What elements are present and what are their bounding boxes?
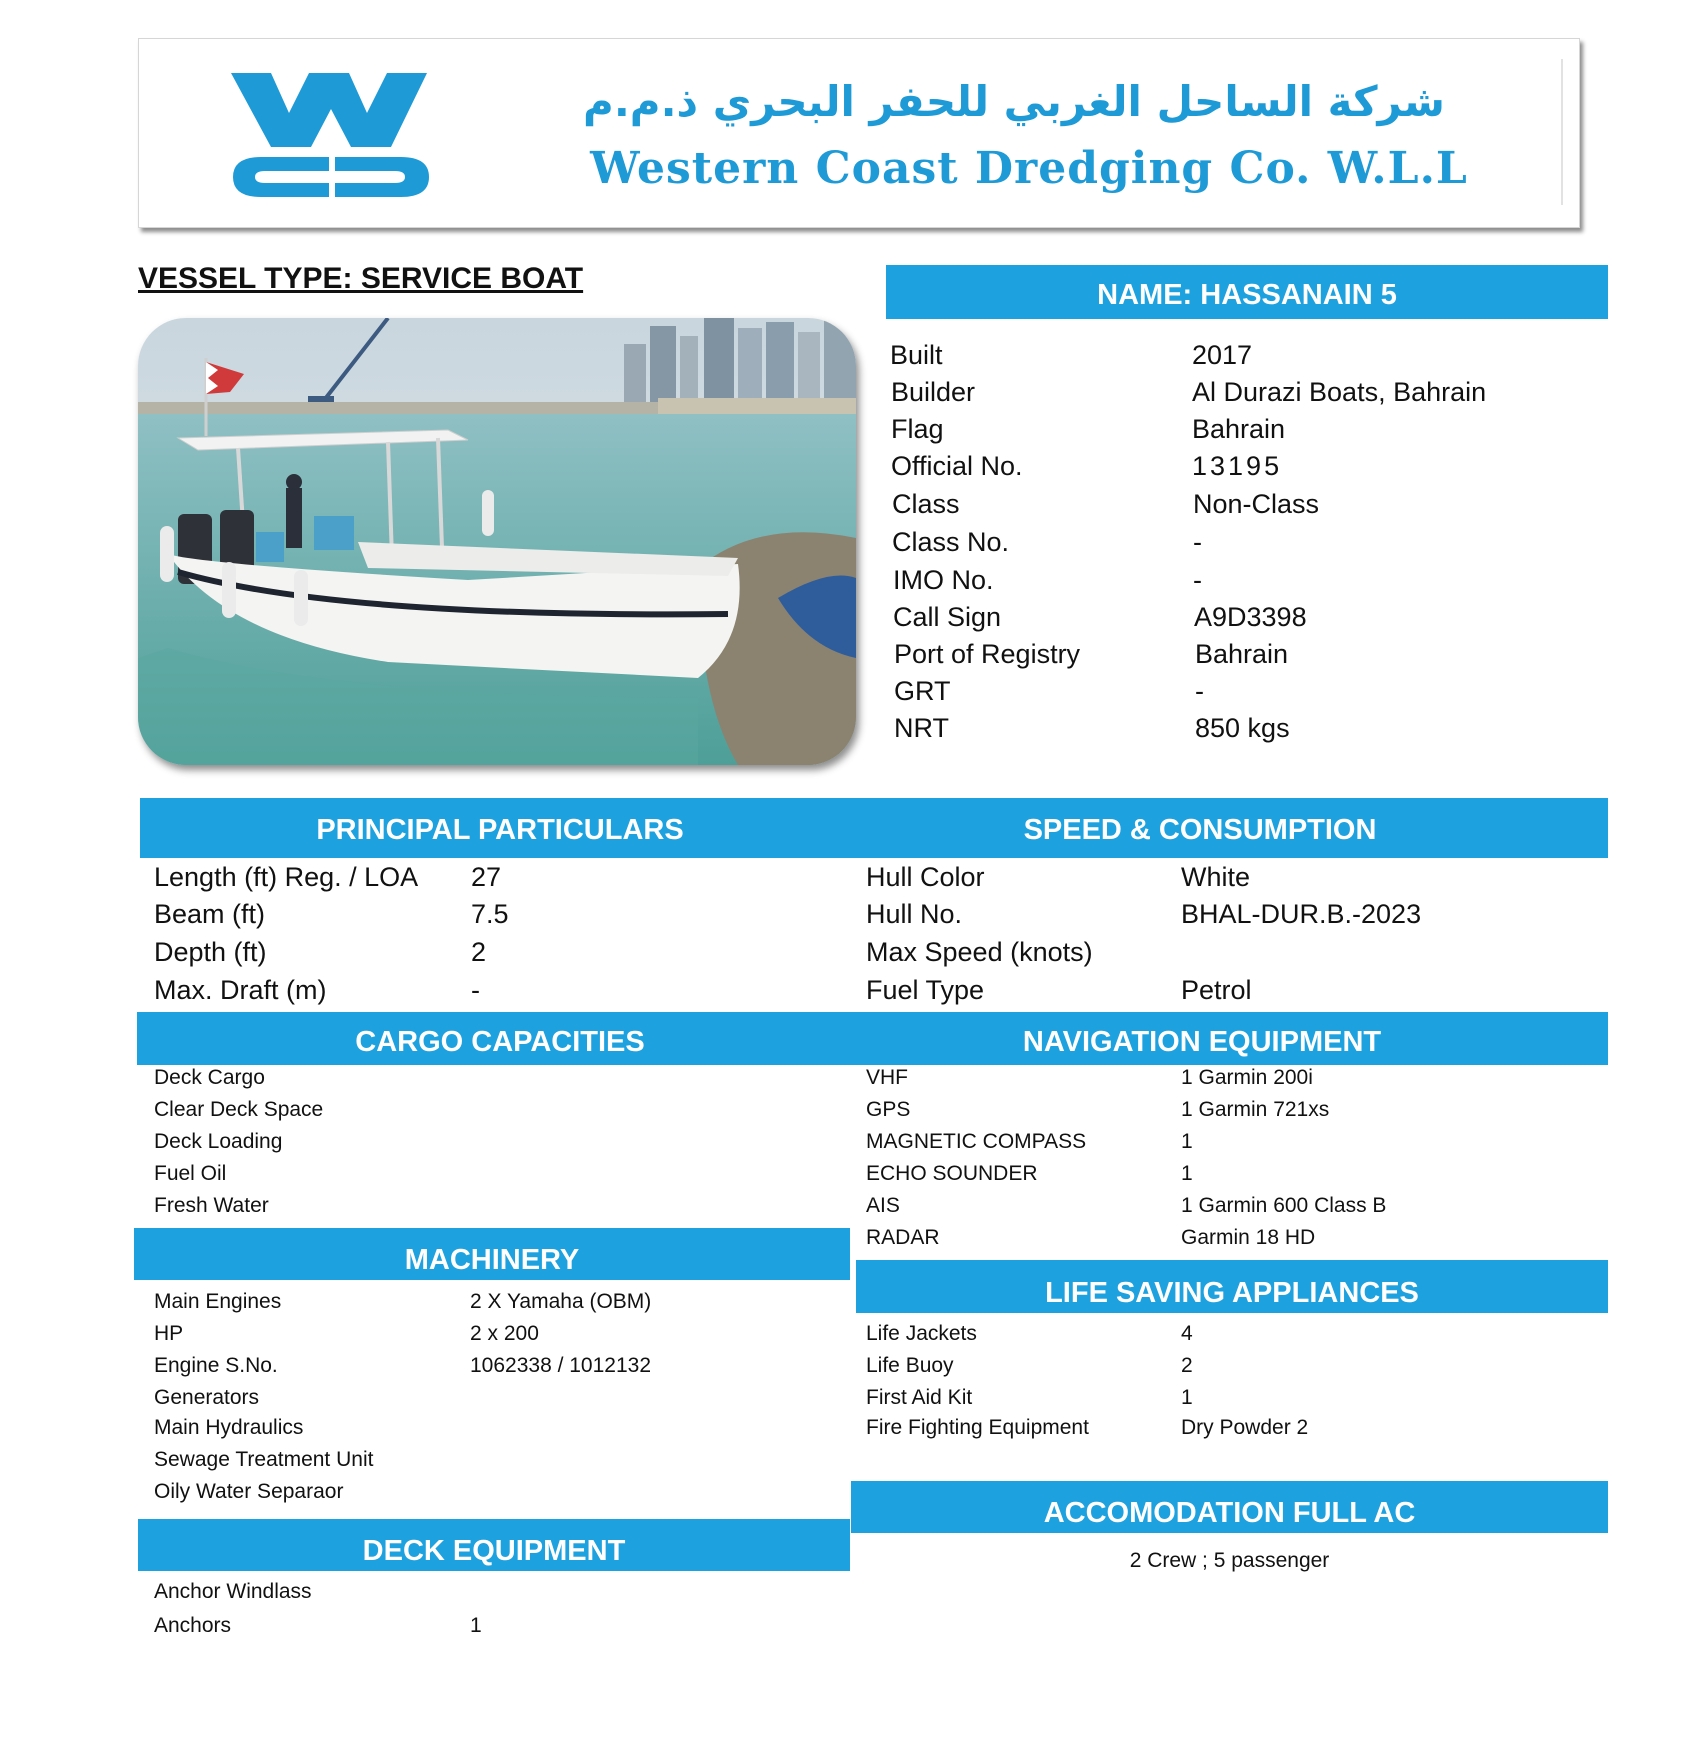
- accommodation-text: 2 Crew ; 5 passenger: [1129, 1549, 1330, 1572]
- nav-value-vhf: 1 Garmin 200i: [1181, 1066, 1313, 1089]
- nav-value-ais: 1 Garmin 600 Class B: [1181, 1194, 1387, 1217]
- lsa-value-life-buoy: 2: [1181, 1354, 1193, 1377]
- info-value-class: Non-Class: [1193, 489, 1320, 519]
- lsa-label-first-aid-kit: First Aid Kit: [866, 1386, 973, 1409]
- vessel-type-heading: VESSEL TYPE: SERVICE BOAT: [138, 262, 584, 295]
- nav-label-echo-sounder: ECHO SOUNDER: [866, 1162, 1038, 1185]
- info-label-grt: GRT: [894, 676, 951, 706]
- info-value-imo-no: -: [1193, 565, 1202, 595]
- speed-label-max-speed: Max Speed (knots): [866, 937, 1093, 967]
- deck-equipment-title: DECK EQUIPMENT: [362, 1535, 626, 1567]
- company-header-banner: [138, 38, 1580, 228]
- info-value-built: 2017: [1192, 340, 1253, 370]
- machinery-bar: [134, 1228, 850, 1280]
- speed-label-hull-color: Hull Color: [866, 862, 985, 892]
- principal-value-beam: 7.5: [471, 899, 509, 929]
- info-label-official-no: Official No.: [891, 451, 1023, 481]
- principal-value-depth: 2: [471, 937, 487, 967]
- info-value-grt: -: [1195, 676, 1204, 706]
- speed-value-hull-color: White: [1181, 862, 1251, 892]
- machinery-label-generators: Generators: [154, 1386, 260, 1409]
- info-value-call-sign: A9D3398: [1194, 602, 1307, 632]
- lsa-label-fire-fighting: Fire Fighting Equipment: [866, 1416, 1089, 1439]
- info-value-official-no: 13195: [1192, 451, 1283, 481]
- info-value-class-no: -: [1193, 527, 1202, 557]
- lsa-value-fire-fighting: Dry Powder 2: [1181, 1416, 1309, 1439]
- info-value-nrt: 850 kgs: [1195, 713, 1290, 743]
- cargo-label-deck-cargo: Deck Cargo: [154, 1066, 265, 1089]
- lsa-value-first-aid-kit: 1: [1181, 1386, 1193, 1409]
- principal-label-draft: Max. Draft (m): [154, 975, 327, 1005]
- vessel-name-bar: [886, 265, 1608, 319]
- cargo-label-deck-loading: Deck Loading: [154, 1130, 283, 1153]
- info-value-flag: Bahrain: [1192, 414, 1286, 444]
- machinery-label-sewage-treatment: Sewage Treatment Unit: [154, 1448, 374, 1471]
- nav-value-gps: 1 Garmin 721xs: [1181, 1098, 1330, 1121]
- lsa-value-life-jackets: 4: [1181, 1322, 1193, 1345]
- vessel-name: NAME: HASSANAIN 5: [1097, 279, 1397, 311]
- navigation-equipment-title: NAVIGATION EQUIPMENT: [1022, 1026, 1382, 1058]
- nav-value-echo-sounder: 1: [1181, 1162, 1193, 1185]
- nav-value-magnetic-compass: 1: [1181, 1130, 1193, 1153]
- cargo-capacities-title: CARGO CAPACITIES: [355, 1026, 645, 1058]
- speed-label-fuel-type: Fuel Type: [866, 975, 985, 1005]
- info-label-imo-no: IMO No.: [893, 565, 994, 595]
- machinery-label-hp: HP: [154, 1322, 184, 1345]
- cargo-label-fresh-water: Fresh Water: [154, 1194, 269, 1217]
- machinery-label-engine-sno: Engine S.No.: [154, 1354, 278, 1377]
- speed-label-hull-no: Hull No.: [866, 899, 963, 929]
- info-label-builder: Builder: [891, 377, 976, 407]
- info-label-port-of-registry: Port of Registry: [894, 639, 1081, 669]
- nav-label-radar: RADAR: [866, 1226, 940, 1249]
- machinery-value-main-engines: 2 X Yamaha (OBM): [470, 1290, 652, 1313]
- principal-particulars-bar: [140, 798, 1608, 858]
- nav-value-radar: Garmin 18 HD: [1181, 1226, 1316, 1249]
- cargo-label-fuel-oil: Fuel Oil: [154, 1162, 227, 1185]
- speed-value-fuel-type: Petrol: [1181, 975, 1252, 1005]
- company-name-arabic: شركة الساحل الغربي للحفر البحري ذ.م.م: [583, 77, 1445, 126]
- nav-label-magnetic-compass: MAGNETIC COMPASS: [866, 1130, 1087, 1153]
- info-label-nrt: NRT: [894, 713, 950, 743]
- machinery-label-oily-water: Oily Water Separaor: [154, 1480, 344, 1503]
- lsa-label-life-buoy: Life Buoy: [866, 1354, 954, 1377]
- speed-value-hull-no: BHAL-DUR.B.-2023: [1181, 899, 1422, 929]
- wcd-logo-icon: [231, 69, 431, 199]
- deck-equipment-bar: [138, 1519, 850, 1571]
- info-label-call-sign: Call Sign: [893, 602, 1002, 632]
- principal-value-draft: -: [471, 975, 480, 1005]
- accommodation-title: ACCOMODATION FULL AC: [1043, 1497, 1416, 1529]
- principal-label-depth: Depth (ft): [154, 937, 267, 967]
- info-value-port-of-registry: Bahrain: [1195, 639, 1289, 669]
- principal-value-length: 27: [471, 862, 502, 892]
- machinery-value-hp: 2 x 200: [470, 1322, 539, 1345]
- machinery-title: MACHINERY: [404, 1244, 580, 1276]
- lsa-label-life-jackets: Life Jackets: [866, 1322, 977, 1345]
- machinery-value-engine-sno: 1062338 / 1012132: [470, 1354, 652, 1377]
- speed-consumption-title: SPEED & CONSUMPTION: [1023, 814, 1377, 846]
- nav-label-vhf: VHF: [866, 1066, 908, 1089]
- machinery-label-main-hydraulics: Main Hydraulics: [154, 1416, 304, 1439]
- deck-label-anchor-windlass: Anchor Windlass: [154, 1580, 312, 1603]
- info-label-class-no: Class No.: [892, 527, 1010, 557]
- info-label-class: Class: [892, 489, 960, 519]
- service-boat-photo: [138, 318, 856, 765]
- life-saving-bar: [856, 1260, 1608, 1313]
- company-name-english: Western Coast Dredging Co. W.L.L: [590, 143, 1468, 194]
- principal-label-length: Length (ft) Reg. / LOA: [154, 862, 419, 892]
- info-label-flag: Flag: [891, 414, 944, 444]
- cargo-navigation-bar: [137, 1012, 1608, 1065]
- principal-particulars-title: PRINCIPAL PARTICULARS: [316, 814, 684, 846]
- banner-divider: [1561, 59, 1563, 205]
- cargo-label-clear-deck-space: Clear Deck Space: [154, 1098, 324, 1121]
- deck-label-anchors: Anchors: [154, 1614, 232, 1637]
- nav-label-ais: AIS: [866, 1194, 900, 1217]
- info-label-built: Built: [890, 340, 943, 370]
- info-value-builder: Al Durazi Boats, Bahrain: [1192, 377, 1487, 407]
- deck-value-anchors: 1: [470, 1614, 482, 1637]
- principal-label-beam: Beam (ft): [154, 899, 266, 929]
- life-saving-title: LIFE SAVING APPLIANCES: [1045, 1277, 1419, 1309]
- machinery-label-main-engines: Main Engines: [154, 1290, 282, 1313]
- accommodation-bar: [851, 1481, 1608, 1533]
- nav-label-gps: GPS: [866, 1098, 911, 1121]
